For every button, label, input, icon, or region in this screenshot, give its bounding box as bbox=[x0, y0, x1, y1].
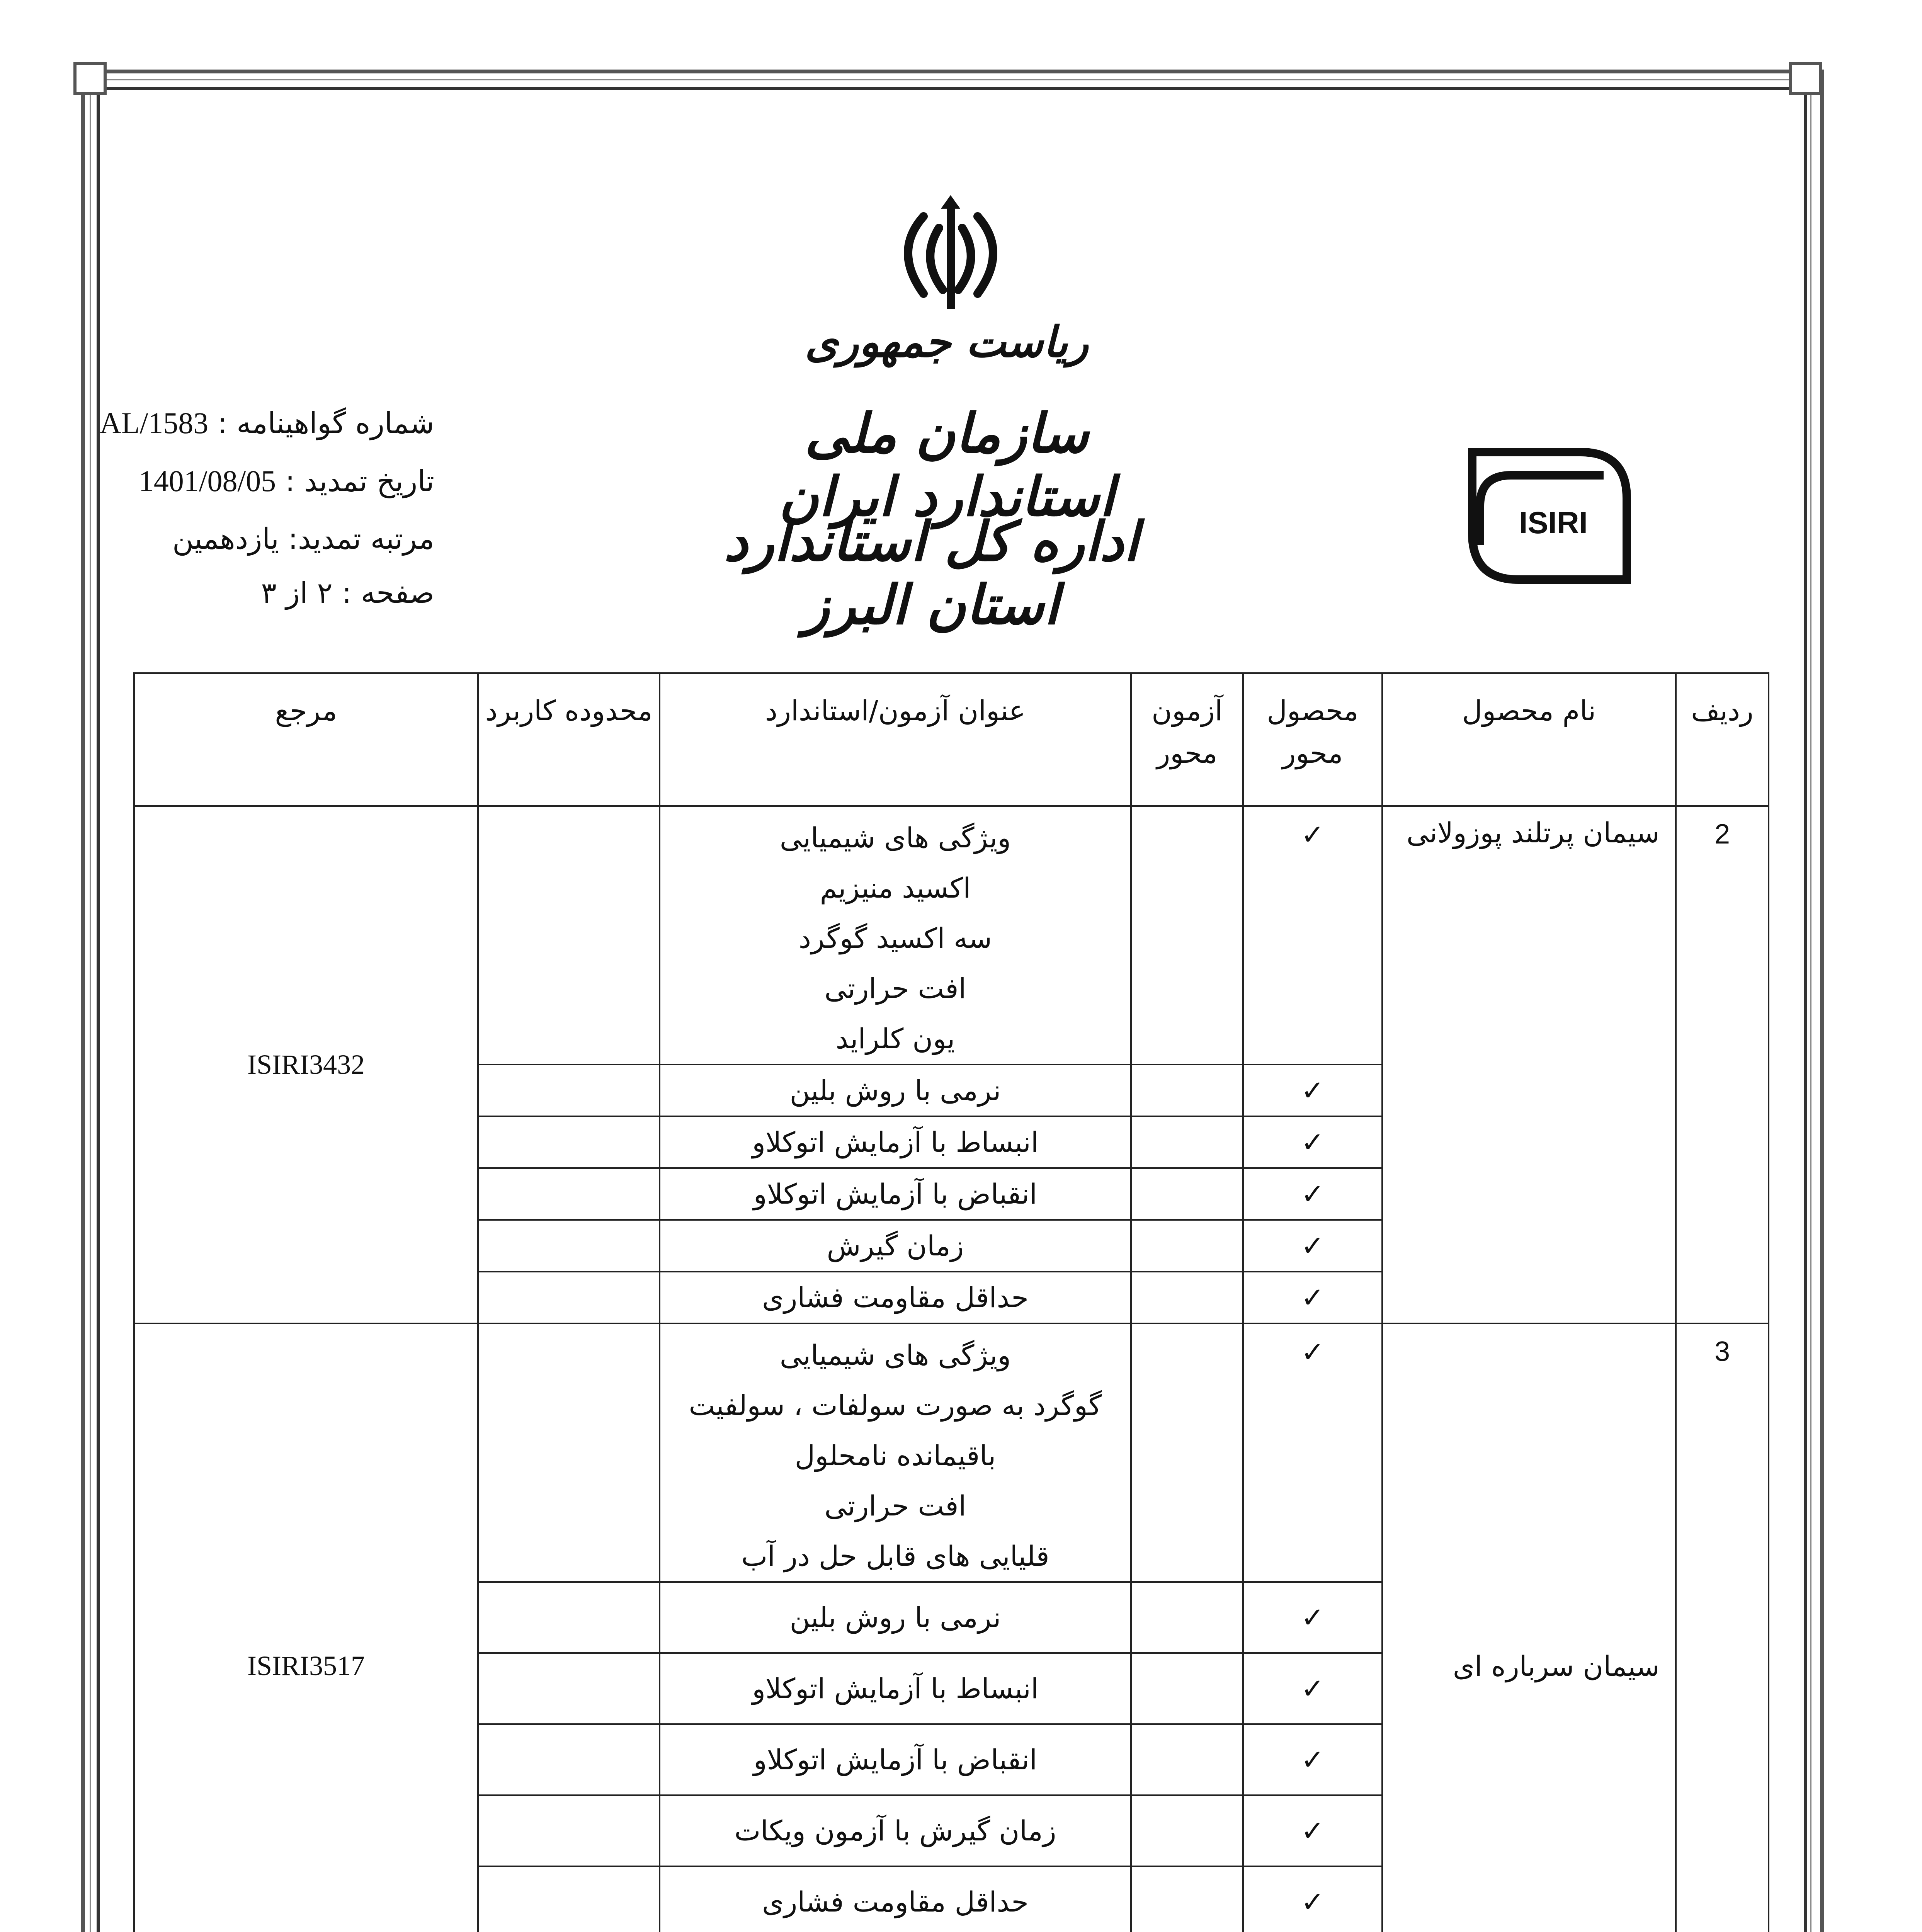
test-item: افت حرارتی bbox=[824, 972, 966, 1005]
certificate-number bbox=[100, 406, 434, 440]
header-test-title: عنوان آزمون/استاندارد bbox=[660, 673, 1131, 806]
renewal-date bbox=[139, 464, 434, 498]
scope-cell bbox=[478, 1272, 660, 1323]
product-name: سیمان پرتلند پوزولانی bbox=[1382, 806, 1676, 1323]
test-focused-cell bbox=[1131, 806, 1243, 1065]
header-presidency: ریاست جمهوری bbox=[805, 317, 1089, 367]
check-mark: ✓ bbox=[1243, 1866, 1382, 1932]
test-item: قلیایی های قابل حل در آب bbox=[741, 1540, 1049, 1572]
scope-cell bbox=[478, 1220, 660, 1272]
isiri-logo-icon bbox=[1457, 440, 1635, 591]
reference: ISIRI3517 bbox=[134, 1323, 478, 1932]
test-title: زمان گیرش bbox=[660, 1220, 1131, 1272]
test-title: نرمی با روش بلین bbox=[660, 1582, 1131, 1653]
scope-cell bbox=[478, 1653, 660, 1724]
test-title: انبساط با آزمایش اتوکلاو bbox=[660, 1653, 1131, 1724]
header-scope: محدوده کاربرد bbox=[478, 673, 660, 806]
check-mark: ✓ bbox=[1243, 1653, 1382, 1724]
test-focused-cell bbox=[1131, 1866, 1243, 1932]
check-mark: ✓ bbox=[1243, 1795, 1382, 1866]
test-item: گوگرد به صورت سولفات ، سولفیت bbox=[689, 1389, 1102, 1422]
test-item: ویژگی های شیمیایی bbox=[779, 821, 1011, 854]
check-mark: ✓ bbox=[1243, 1582, 1382, 1653]
table-row bbox=[134, 806, 1769, 1065]
test-title-block bbox=[660, 1323, 1131, 1582]
row-number: 3 bbox=[1676, 1323, 1769, 1932]
test-focused-cell bbox=[1131, 1795, 1243, 1866]
header-product-focused: محصول محور bbox=[1243, 673, 1382, 806]
iran-emblem-icon bbox=[877, 193, 1024, 321]
scope-cell bbox=[478, 806, 660, 1065]
scope-cell bbox=[478, 1724, 660, 1795]
test-focused-cell bbox=[1131, 1724, 1243, 1795]
product-name: سیمان سرباره ای bbox=[1382, 1323, 1676, 1932]
renewal-date-label: تاریخ تمدید : bbox=[285, 464, 434, 498]
test-focused-cell bbox=[1131, 1582, 1243, 1653]
border-corner bbox=[1789, 62, 1822, 95]
certificate-label: شماره گواهینامه : bbox=[218, 406, 434, 440]
scope-cell bbox=[478, 1323, 660, 1582]
test-item: ویژگی های شیمیایی bbox=[779, 1339, 1011, 1371]
test-focused-cell bbox=[1131, 1323, 1243, 1582]
scope-cell bbox=[478, 1795, 660, 1866]
test-item: افت حرارتی bbox=[824, 1490, 966, 1522]
check-mark: ✓ bbox=[1243, 1116, 1382, 1168]
scope-cell bbox=[478, 1168, 660, 1220]
table-row bbox=[134, 1323, 1769, 1582]
scope-cell bbox=[478, 1116, 660, 1168]
scope-cell bbox=[478, 1866, 660, 1932]
table-header-row bbox=[134, 673, 1769, 806]
check-mark: ✓ bbox=[1243, 1065, 1382, 1116]
certificate-table bbox=[133, 672, 1769, 1932]
check-mark: ✓ bbox=[1243, 1724, 1382, 1795]
test-title: نرمی با روش بلین bbox=[660, 1065, 1131, 1116]
test-focused-cell bbox=[1131, 1272, 1243, 1323]
check-mark: ✓ bbox=[1243, 1220, 1382, 1272]
test-title: زمان گیرش با آزمون ویکات bbox=[660, 1795, 1131, 1866]
header-product-name: نام محصول bbox=[1382, 673, 1676, 806]
test-focused-cell bbox=[1131, 1168, 1243, 1220]
test-item: اکسید منیزیم bbox=[820, 872, 971, 904]
page-number: صفحه : ۲ از ۳ bbox=[261, 576, 434, 610]
border-corner bbox=[73, 62, 107, 95]
test-focused-cell bbox=[1131, 1065, 1243, 1116]
test-item: سه اکسید گوگرد bbox=[798, 922, 992, 954]
logo-text: ISIRI bbox=[1519, 505, 1588, 540]
test-item: باقیمانده نامحلول bbox=[794, 1439, 996, 1472]
test-title: حداقل مقاومت فشاری bbox=[660, 1272, 1131, 1323]
check-mark: ✓ bbox=[1243, 1168, 1382, 1220]
row-number: 2 bbox=[1676, 806, 1769, 1323]
test-focused-cell bbox=[1131, 1116, 1243, 1168]
check-mark: ✓ bbox=[1243, 1323, 1382, 1582]
test-title-block bbox=[660, 806, 1131, 1065]
header-organization: سازمان ملی استاندارد ایران bbox=[779, 402, 1114, 529]
header-test-focused: آزمون محور bbox=[1131, 673, 1243, 806]
test-item: یون کلراید bbox=[835, 1022, 955, 1055]
test-title: انقباض با آزمایش اتوکلاو bbox=[660, 1724, 1131, 1795]
renewal-date-value: 1401/08/05 bbox=[138, 464, 276, 498]
check-mark: ✓ bbox=[1243, 806, 1382, 1065]
header-reference: مرجع bbox=[134, 673, 478, 806]
header-row-number: ردیف bbox=[1676, 673, 1769, 806]
test-focused-cell bbox=[1131, 1220, 1243, 1272]
scope-cell bbox=[478, 1582, 660, 1653]
reference: ISIRI3432 bbox=[134, 806, 478, 1323]
test-title: انبساط با آزمایش اتوکلاو bbox=[660, 1116, 1131, 1168]
test-title: حداقل مقاومت فشاری bbox=[660, 1866, 1131, 1932]
check-mark: ✓ bbox=[1243, 1272, 1382, 1323]
test-title: انقباض با آزمایش اتوکلاو bbox=[660, 1168, 1131, 1220]
header-province-office: اداره کل استاندارد استان البرز bbox=[724, 510, 1139, 637]
scope-cell bbox=[478, 1065, 660, 1116]
test-focused-cell bbox=[1131, 1653, 1243, 1724]
certificate-value: AL/1583 bbox=[99, 406, 209, 440]
renewal-order: مرتبه تمدید: یازدهمین bbox=[172, 522, 434, 556]
